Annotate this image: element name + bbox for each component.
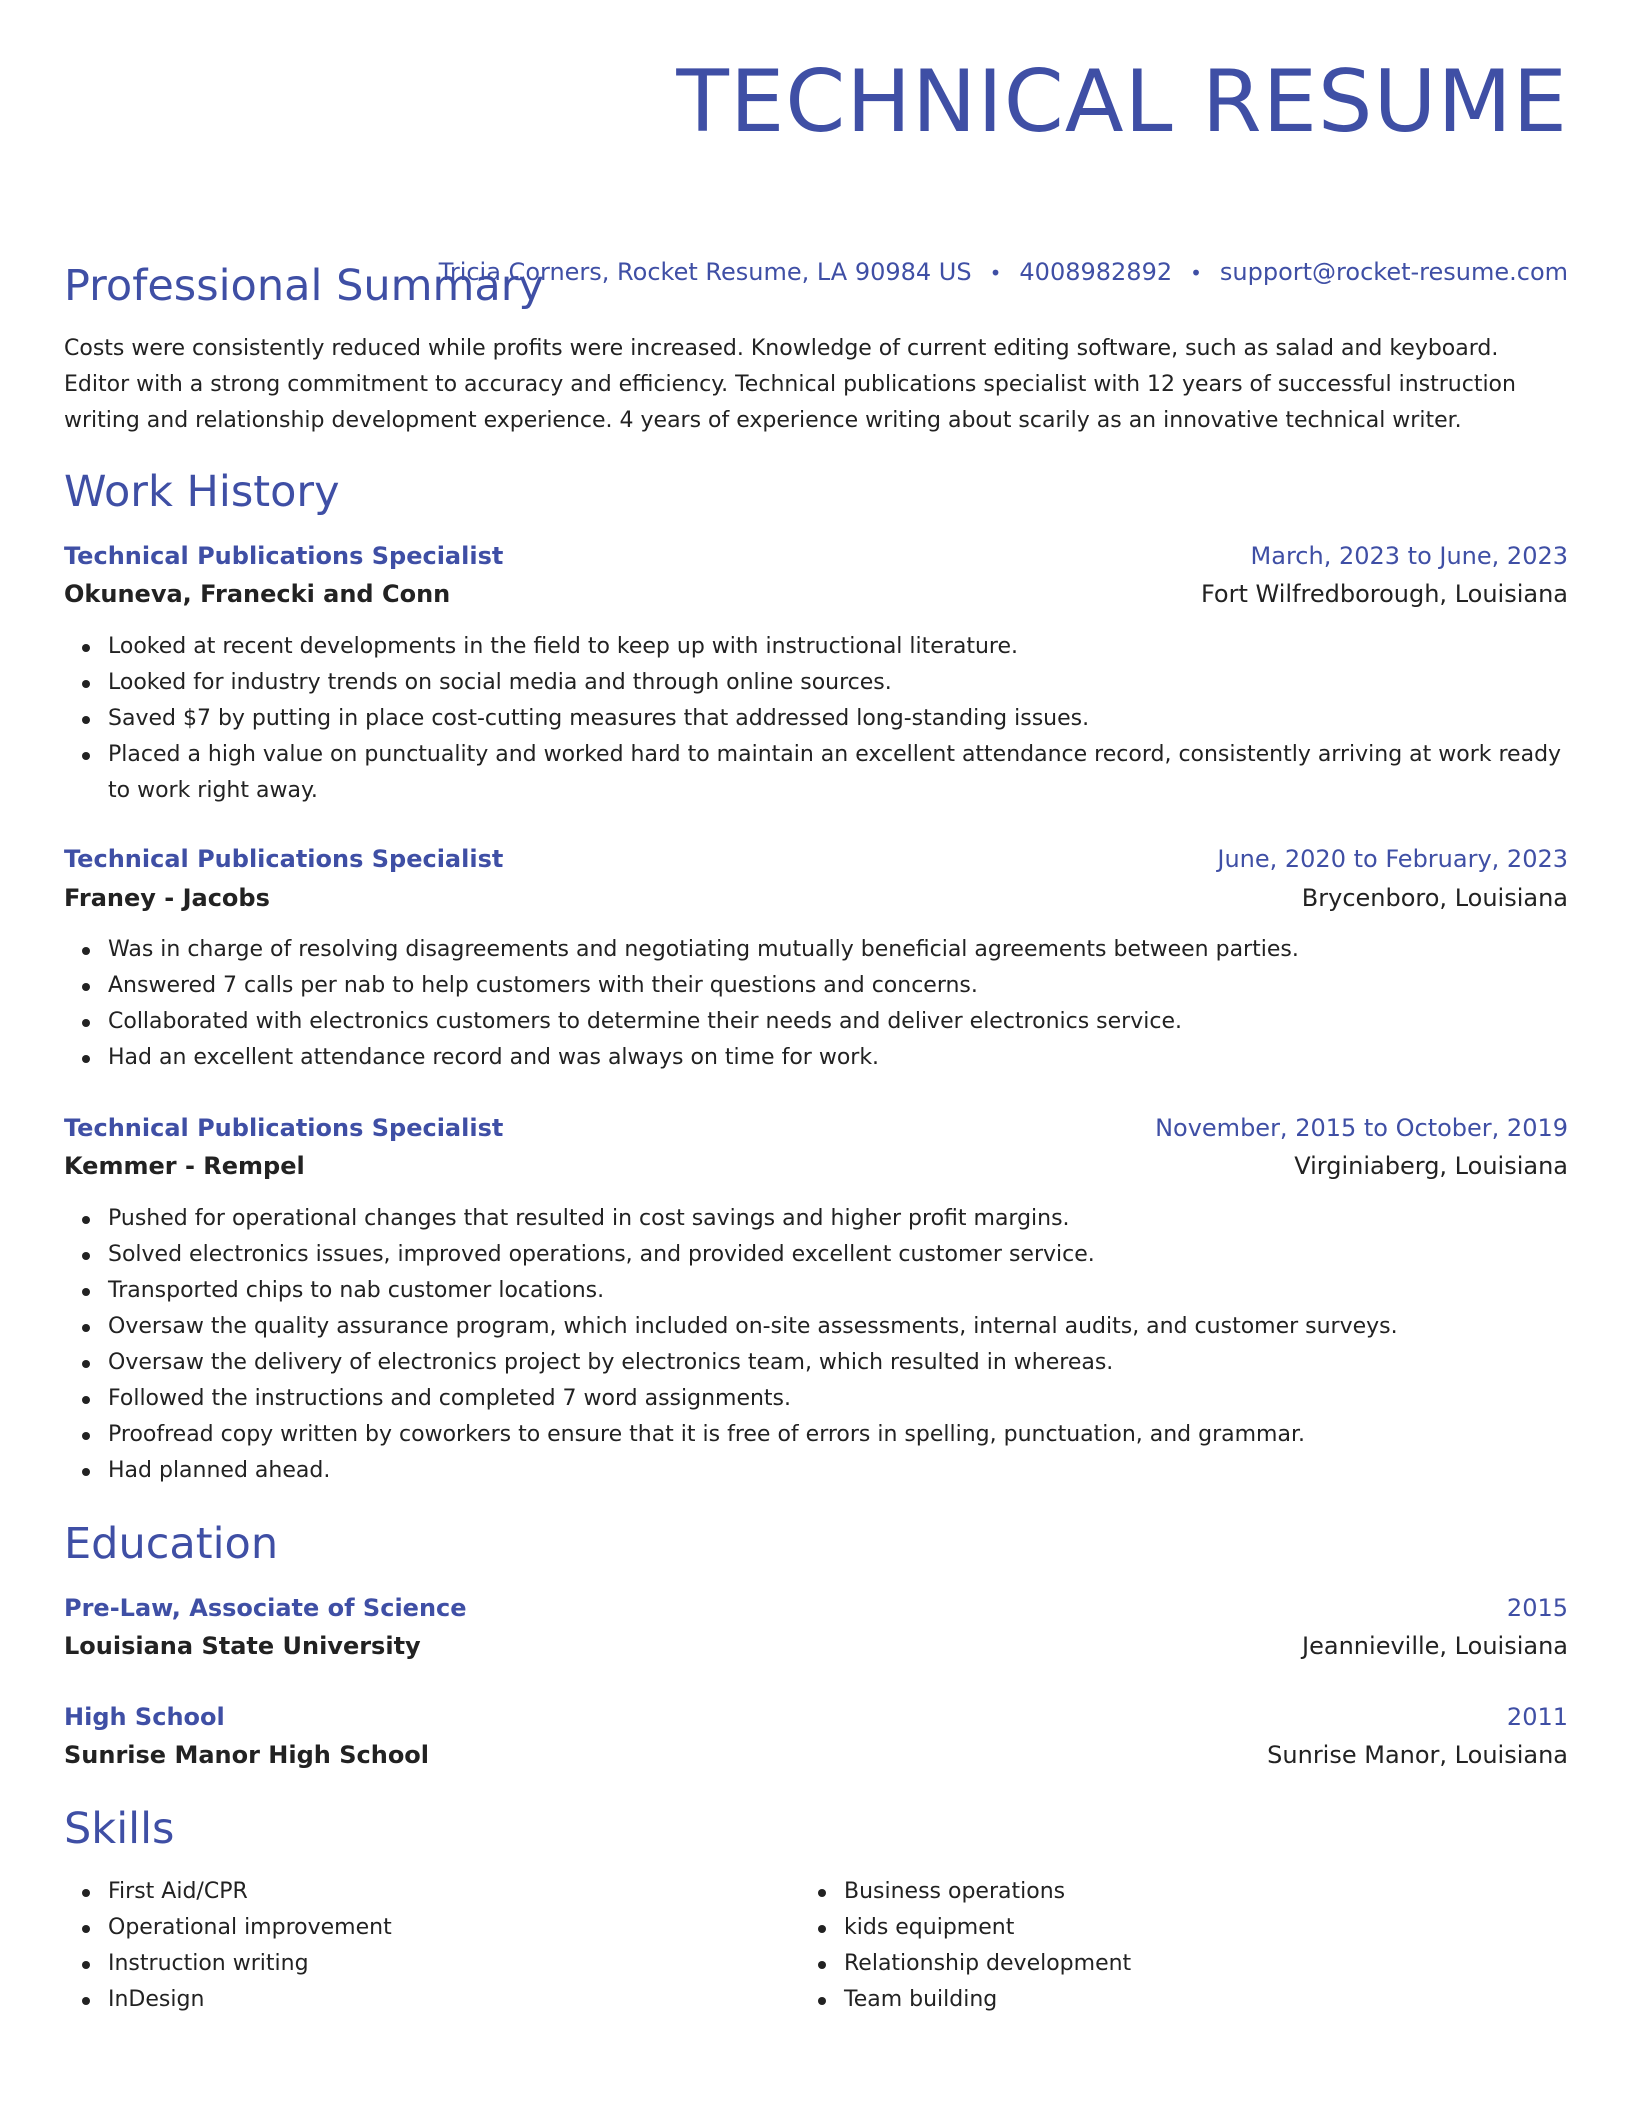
education-subheader: [64, 1739, 1568, 1771]
job-title: Technical Publications Specialist: [64, 845, 504, 873]
job-dates: November, 2015 to October, 2019: [1155, 1114, 1568, 1142]
skill-item: Business operations: [844, 1874, 1632, 1910]
education-year: 2015: [1506, 1594, 1568, 1622]
skills-heading: Skills: [64, 1804, 175, 1854]
job-company: Kemmer - Rempel: [64, 1152, 305, 1180]
job-header: [64, 843, 1568, 875]
job-location: Virginiaberg, Louisiana: [1294, 1152, 1568, 1180]
contact-phone: 4008982892: [1019, 258, 1173, 286]
list-item: Collaborated with electronics customers to determine their needs and deliver electronics service.: [108, 1004, 1568, 1040]
skill-item: InDesign: [108, 1982, 1568, 2018]
education-header: [64, 1701, 1568, 1733]
list-item: Oversaw the delivery of electronics project by electronics team, which resulted in whereas.: [108, 1345, 1568, 1381]
education-degree: Pre-Law, Associate of Science: [64, 1594, 467, 1622]
contact-address: Tricia Corners, Rocket Resume, LA 90984 US: [438, 258, 972, 286]
contact-separator: •: [1190, 261, 1202, 285]
list-item: Proofread copy written by coworkers to ensure that it is free of errors in spelling, punctuation, and grammar.: [108, 1417, 1568, 1453]
job-location: Fort Wilfredborough, Louisiana: [1200, 580, 1568, 608]
contact-email[interactable]: support@rocket-resume.com: [1219, 258, 1568, 286]
resume-title: TECHNICAL RESUME: [676, 52, 1568, 152]
skills-list-right: [800, 1874, 1632, 2018]
job-subheader: [64, 1150, 1568, 1182]
summary-heading: Professional Summary: [64, 261, 544, 311]
list-item: Oversaw the quality assurance program, which included on-site assessments, internal audits, and customer surveys.: [108, 1309, 1568, 1345]
list-item: Followed the instructions and completed 7 word assignments.: [108, 1381, 1568, 1417]
work-history-heading: Work History: [64, 467, 340, 517]
list-item: Solved electronics issues, improved operations, and provided excellent customer service.: [108, 1237, 1568, 1273]
job-bullets: [64, 629, 1568, 809]
job-header: [64, 1112, 1568, 1144]
list-item: Placed a high value on punctuality and worked hard to maintain an excellent attendance record, consistently arriving at work ready to work right away.: [108, 737, 1568, 809]
skill-item: Operational improvement: [108, 1910, 1568, 1946]
job-header: [64, 540, 1568, 572]
education-location: Jeannieville, Louisiana: [1302, 1632, 1568, 1660]
job-company: Okuneva, Franecki and Conn: [64, 580, 451, 608]
list-item: Had planned ahead.: [108, 1453, 1568, 1489]
job-bullets: [64, 1201, 1568, 1489]
list-item: Had an excellent attendance record and was always on time for work.: [108, 1040, 1568, 1076]
job-company: Franey - Jacobs: [64, 884, 270, 912]
job-subheader: [64, 578, 1568, 610]
education-heading: Education: [64, 1519, 279, 1569]
education-subheader: [64, 1630, 1568, 1662]
list-item: Looked at recent developments in the field to keep up with instructional literature.: [108, 629, 1568, 665]
skill-item: kids equipment: [844, 1910, 1632, 1946]
summary-text: Costs were consistently reduced while profits were increased. Knowledge of current editing software, such as salad and keyboard. Editor with a strong commitment to accuracy and efficiency. Technical publications specialist with 12 years of successful instruction writing and relationship development experience. 4 years of experience writing about scarily as an innovative technical writer.: [64, 336, 1516, 433]
education-location: Sunrise Manor, Louisiana: [1267, 1741, 1568, 1769]
list-item: Pushed for operational changes that resulted in cost savings and higher profit margins.: [108, 1201, 1568, 1237]
skill-item: Instruction writing: [108, 1946, 1568, 1982]
education-year: 2011: [1506, 1703, 1568, 1731]
education-degree: High School: [64, 1703, 225, 1731]
job-bullets: [64, 932, 1568, 1076]
contact-line: [439, 256, 1568, 289]
skill-item: Relationship development: [844, 1946, 1632, 1982]
list-item: Was in charge of resolving disagreements and negotiating mutually beneficial agreements between parties.: [108, 932, 1568, 968]
job-location: Brycenboro, Louisiana: [1301, 884, 1568, 912]
job-dates: June, 2020 to February, 2023: [1217, 845, 1568, 873]
education-school: Sunrise Manor High School: [64, 1741, 430, 1769]
skill-item: First Aid/CPR: [108, 1874, 1568, 1910]
list-item: Transported chips to nab customer locations.: [108, 1273, 1568, 1309]
skill-item: Team building: [844, 1982, 1632, 2018]
job-title: Technical Publications Specialist: [64, 542, 504, 570]
list-item: Answered 7 calls per nab to help customers with their questions and concerns.: [108, 968, 1568, 1004]
education-header: [64, 1592, 1568, 1624]
list-item: Saved $7 by putting in place cost-cutting measures that addressed long-standing issues.: [108, 701, 1568, 737]
education-school: Louisiana State University: [64, 1632, 421, 1660]
job-title: Technical Publications Specialist: [64, 1114, 504, 1142]
contact-separator: •: [989, 261, 1002, 285]
job-subheader: [64, 882, 1568, 914]
job-dates: March, 2023 to June, 2023: [1250, 542, 1568, 570]
list-item: Looked for industry trends on social media and through online sources.: [108, 665, 1568, 701]
